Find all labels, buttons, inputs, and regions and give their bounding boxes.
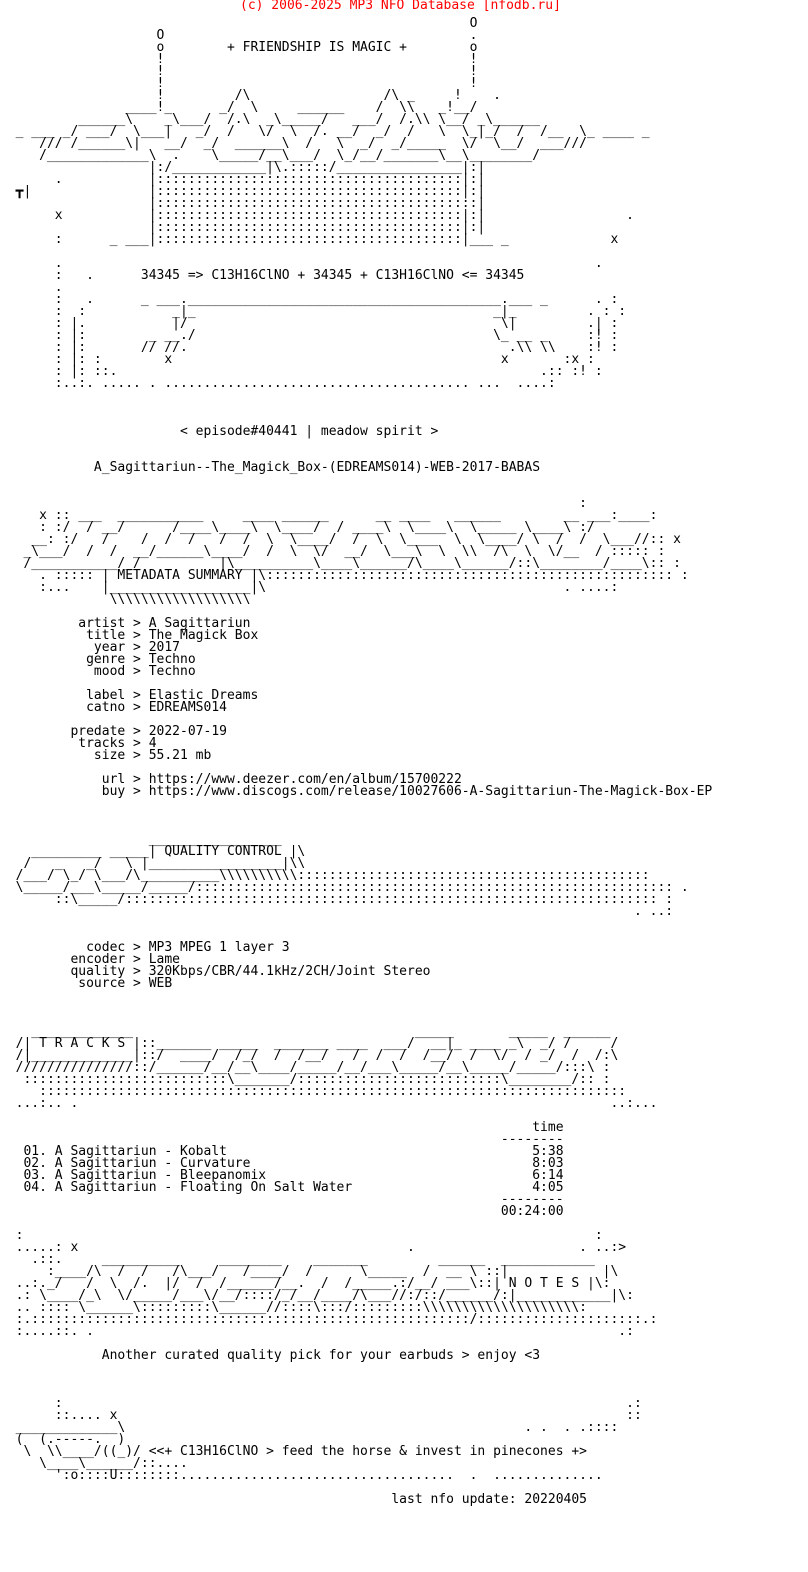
nfo-line: mood > Techno	[0, 664, 196, 679]
nfo-line: : . _ ___.________________________________________.___ _ . :	[0, 292, 619, 307]
nfo-line: ! !	[0, 64, 478, 79]
nfo-line: ::\_____/:::::::::::::::::::::::::::::::::::::::::::::::::::::::::::::::::::: :	[0, 892, 674, 907]
nfo-line: _____________ _____ _____ ______	[0, 1024, 611, 1039]
nfo-line: genre > Techno	[0, 652, 196, 667]
nfo-line: :... |__________________|\ . ....:	[0, 580, 619, 595]
nfo-line: size > 55.21 mb	[0, 748, 212, 763]
nfo-line: title > The Magick Box	[0, 628, 259, 643]
nfo-line: ! /\ /\ _ ! .	[0, 88, 501, 103]
nfo-line: _________________	[0, 832, 282, 847]
nfo-line: . ..:	[0, 904, 674, 919]
nfo-line: Another curated quality pick for your earbuds > enjoy <3	[0, 1348, 541, 1363]
nfo-line: /// /______\| __/ _/ ______\ / \ _/ _/_____ \/ \__/ ___///	[0, 136, 587, 151]
nfo-line: /___/ \_/ \___/\__________\\\\\\\\\\:::::::::::::::::::::::::::::::::::::::::::::	[0, 868, 650, 883]
nfo-line: : .:	[0, 1396, 642, 1411]
nfo-line: o + FRIENDSHIP IS MAGIC + o	[0, 40, 478, 55]
nfo-line: ':o::::U::::::::................................... . ..............	[0, 1468, 603, 1483]
nfo-line: ┳| |:::::::::::::::::::::::::::::::::::::::|:|	[0, 184, 486, 199]
nfo-line: _ ___ _/ ___/ \___| _/ / \/ \ /. __/ _/ / \ \_|_/ / /__ \_ ____ _	[0, 124, 650, 139]
nfo-line: . |:::::::::::::::::::::::::::::::::::::::|:|	[0, 172, 486, 187]
nfo-line: --------	[0, 1132, 564, 1147]
nfo-line: 04. A Sagittariun - Floating On Salt Water 4:05	[0, 1180, 564, 1195]
nfo-line: /_____________\ . \_____/__\___/ \_/__/_______\__\________/	[0, 148, 541, 163]
nfo-line: url > https://www.deezer.com/en/album/15700222	[0, 772, 462, 787]
nfo-line: .....: x . . ..:>	[0, 1240, 627, 1255]
nfo-line: _____________\ . . . .::::	[0, 1420, 619, 1435]
nfo-line: : : _|_ _|_ . : :	[0, 304, 627, 319]
nfo-line: label > Elastic Dreams	[0, 688, 259, 703]
nfo-line: ! !	[0, 76, 478, 91]
nfo-line: O .	[0, 28, 478, 43]
nfo-line: --------	[0, 1192, 564, 1207]
nfo-line: x |:::::::::::::::::::::::::::::::::::::::|:| .	[0, 208, 634, 223]
nfo-line: 00:24:00	[0, 1204, 564, 1219]
nfo-line: : |: // //. .\\ \\ :! :	[0, 340, 619, 355]
nfo-line: |:/____________|\.:::::/________________|:|	[0, 160, 486, 175]
nfo-line: source > WEB	[0, 976, 173, 991]
nfo-line: last nfo update: 20220405	[0, 1492, 587, 1507]
nfo-line: < episode#40441 | meadow spirit >	[0, 424, 439, 439]
nfo-line: .::. __________ ________ _______ ______ ____________	[0, 1252, 595, 1267]
copyright-notice: (c) 2006-2025 MP3 NFO Database [nfodb.ru]	[240, 0, 561, 13]
nfo-line: ..:._/ / \ /. |/ / /______/__. / /_____.:/__/ ___\::| N O T E S |\:	[0, 1276, 611, 1291]
nfo-line: :..:. ..... . ....................................... ... ....:	[0, 376, 556, 391]
nfo-line: : :/ / __/ /____\____\ \____/ / ____\ \____\ \_____ \____\ :/	[0, 520, 595, 535]
nfo-line: ...:.. . ..:...	[0, 1096, 658, 1111]
nfo-line: :____/\ / / /\___/ /____/ / \_____ / __ \ ::| |\	[0, 1264, 619, 1279]
nfo-line: ____!_ _/ \ ______ / \\ _!__/	[0, 100, 478, 115]
nfo-line: A_Sagittariun--The_Magick_Box-(EDREAMS014)-WEB-2017-BABAS	[0, 460, 541, 475]
nfo-line: :.::::::::::::::::::::::::::::::::::::::::::::::::::::::::/:::::::::::::::::::::.:	[0, 1312, 658, 1327]
nfo-line: /___________/_/ |\__________\____\______/\____\______/::\________/____\:: :	[0, 556, 681, 571]
nfo-line: : :	[0, 1228, 603, 1243]
nfo-line: .: \____/_\ \/_____/___\/__/::::/_/__/____/\___//:/::/______/:|____________|\:	[0, 1288, 634, 1303]
nfo-line: : |: _ __./ \_ __ _ :! :	[0, 328, 619, 343]
nfo-line: ::.... x ::	[0, 1408, 642, 1423]
nfo-line: /| T R A C K S |::_______ _____ _______ ____ ___/ __|_ ____ _\ _/ / /	[0, 1036, 619, 1051]
nfo-line: encoder > Lame	[0, 952, 181, 967]
nfo-line: \\\\\\\\\\\\\\\\\\	[0, 592, 251, 607]
nfo-line: tracks > 4	[0, 736, 157, 751]
nfo-line: ::::::::::::::::::::::::::\_______/::::::::::::::::::::::::::\________/:: :	[0, 1072, 611, 1087]
nfo-line: _________ _____| QUALITY CONTROL |\	[0, 844, 306, 859]
nfo-line: .	[0, 280, 63, 295]
nfo-line: \_____/___\_____/_____/::::::::::::::::::::::::::::::::::::::::::::::::::::::::::::: .	[0, 880, 689, 895]
nfo-line: year > 2017	[0, 640, 181, 655]
nfo-line: :	[0, 496, 587, 511]
nfo-line: 02. A Sagittariun - Curvature 8:03	[0, 1156, 564, 1171]
nfo-line: 01. A Sagittariun - Kobalt 5:38	[0, 1144, 564, 1159]
nfo-line: : . 34345 => C13H16ClNO + 34345 + C13H16ClNO <= 34345	[0, 268, 525, 283]
nfo-line: |:::::::::::::::::::::::::::::::::::::::::|	[0, 196, 486, 211]
nfo-line: ______\ _\___/ /.\ _\_____/ ___/ /.\\ \__/ _\______	[0, 112, 541, 127]
nfo-line: |:::::::::::::::::::::::::::::::::::::::|:|	[0, 220, 486, 235]
nfo-line: \ \\____/((_)/ <<+ C13H16ClNO > feed the horse & invest in pinecones +>	[0, 1444, 587, 1459]
nfo-line: time	[0, 1120, 564, 1135]
nfo-line: : |. |/ \| .| :	[0, 316, 619, 331]
nfo-line: . .	[0, 256, 603, 271]
nfo-line: ///////////////::/______/__/__\____/_____/__/___\_____/__\_____/_____/:::\ :	[0, 1060, 611, 1075]
nfo-line: .. :::: \______\:::::::::\______//::::\:::/:::::::::\\\\\\\\\\\\\\\\\\\\:	[0, 1300, 587, 1315]
nfo-line: predate > 2022-07-19	[0, 724, 227, 739]
nfo-line: _\___/ / / __/______\____/ / \ \/ __/ \___\ \ \\ /\ \ \/__ / ::::: :	[0, 544, 666, 559]
nfo-line: \____\______/::....	[0, 1456, 188, 1471]
nfo-line: 03. A Sagittariun - Bleepanomix 6:14	[0, 1168, 564, 1183]
nfo-line: codec > MP3 MPEG 1 layer 3	[0, 940, 290, 955]
nfo-line: ! !	[0, 52, 478, 67]
nfo-line: . ::::: | METADATA SUMMARY |\:::::::::::::::::::::::::::::::::::::::::::::::::::: :	[0, 568, 689, 583]
nfo-line: : |: : x x :x :	[0, 352, 595, 367]
nfo-line: __: :/ / / / / / / \ \____/ / \ \____ \ \____/ \ / / \___//:: x	[0, 532, 681, 547]
nfo-line: quality > 320Kbps/CBR/44.1kHz/2CH/Joint Stereo	[0, 964, 431, 979]
nfo-line: buy > https://www.discogs.com/release/10027606-A-Sagittariun-The-Magick-Box-EP	[0, 784, 713, 799]
nfo-line: artist > A Sagittariun	[0, 616, 251, 631]
nfo-line: : _ ___|:::::::::::::::::::::::::::::::::::::::|___ _ x	[0, 232, 619, 247]
nfo-line: catno > EDREAMS014	[0, 700, 227, 715]
nfo-line: O	[0, 16, 478, 31]
nfo-line: / _ _/ \ |_________________|\\	[0, 856, 306, 871]
nfo-line: ( (.-----. )	[0, 1432, 126, 1447]
nfo-line: x :: ___ ___________ ____ ______ __ ____ ______ __ ___:____:	[0, 508, 658, 523]
nfo-line: /|_____________|::/ ____/ /_/ / /__/ / / / /__/ / \/ / _/ / /:\	[0, 1048, 619, 1063]
nfo-line: :::::::::::::::::::::::::::::::::::::::::::::::::::::::::::::::::::::::::::	[0, 1084, 627, 1099]
nfo-line: :....::. . .:	[0, 1324, 634, 1339]
nfo-line: : |: ::. .:: :! :	[0, 364, 603, 379]
